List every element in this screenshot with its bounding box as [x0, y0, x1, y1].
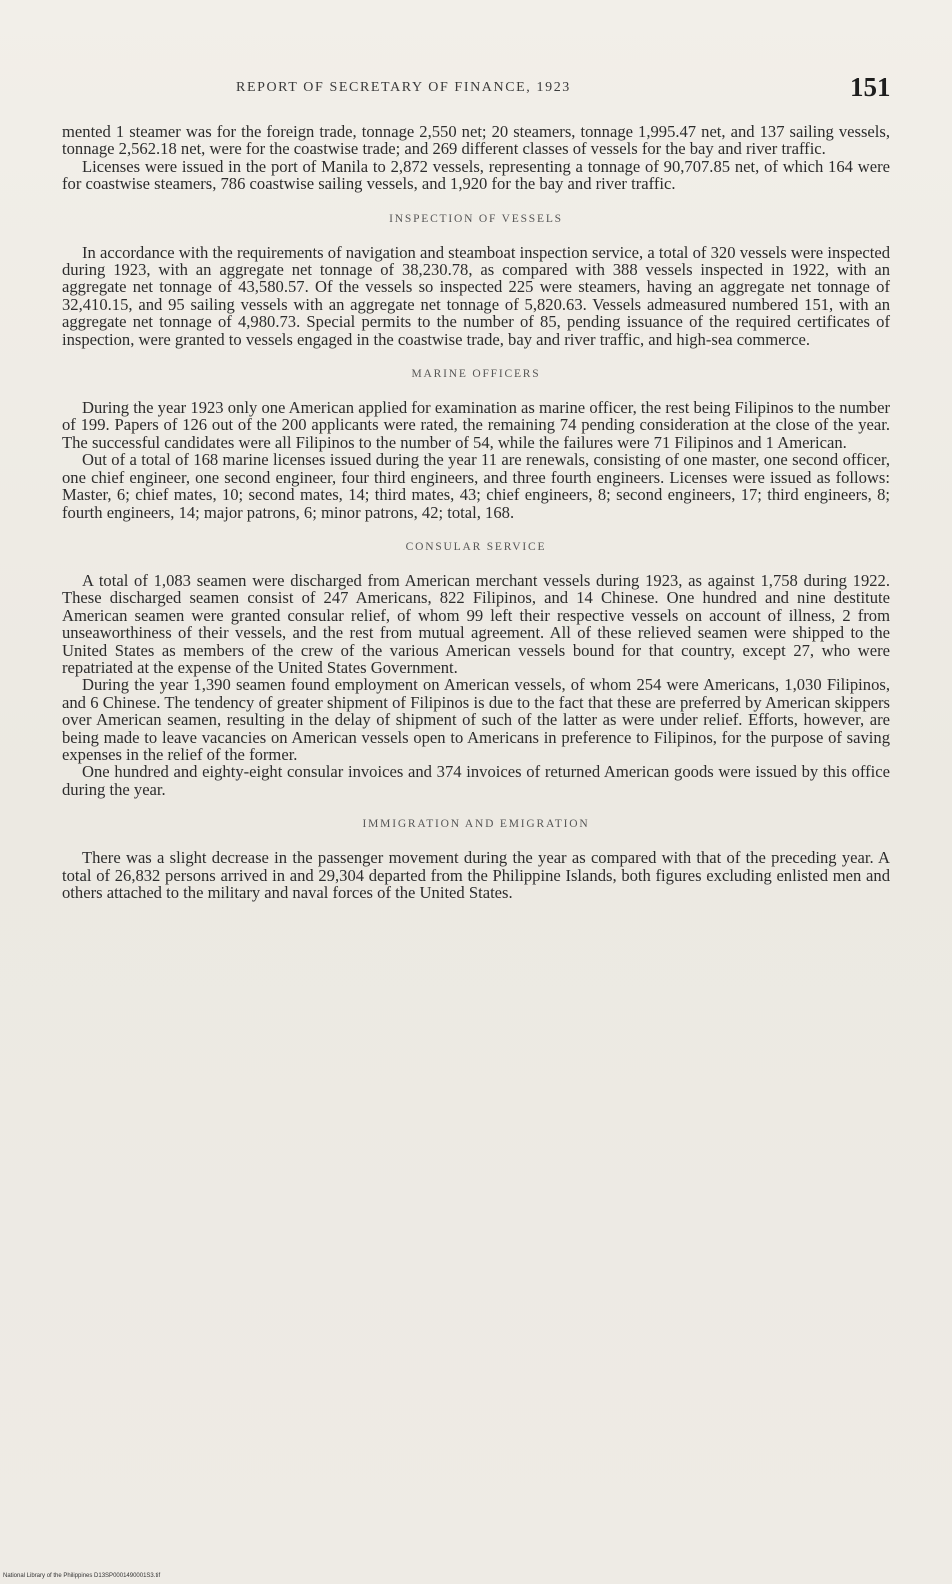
- heading-immigration-emigration: IMMIGRATION AND EMIGRATION: [362, 818, 590, 831]
- heading-inspection-of-vessels: INSPECTION OF VESSELS: [389, 212, 563, 225]
- scan-footer: National Library of the Philippines D13SP0001490001S3.tif: [3, 1573, 161, 1579]
- paragraph-vessels-cleared: mented 1 steamer was for the foreign trade, tonnage 2,550 net; 20 steamers, tonnage 1,995.47 net, and 137 sailing vessels, tonnage 2,562.18 net, were for the coastwise trade; and 269 different classes of vessels for the bay and river traffic.: [62, 122, 890, 159]
- paragraph-invoices: One hundred and eighty-eight consular invoices and 374 invoices of returned American goods were issued by this office during the year.: [62, 762, 890, 799]
- paragraph-marine-licenses: Out of a total of 168 marine licenses issued during the year 11 are renewals, consisting of one master, one second officer, one chief engineer, one second engineer, four third engineers, and three fourth engineers. Licenses were issued as follows: Master, 6; chief mates, 10; second mates, 14; third mates, 43; chief engineers, 8; second engineers, 17; third engineers, 8; fourth engineers, 14; major patrons, 6; minor patrons, 42; total, 168.: [62, 450, 890, 522]
- paragraph-inspection: In accordance with the requirements of navigation and steamboat inspection service, a total of 320 vessels were inspected during 1923, with an aggregate net tonnage of 38,230.78, as compared with 388 vessels inspected in 1922, with an aggregate net tonnage of 43,580.57. Of the vessels so inspected 225 were steamers, having an aggregate net tonnage of 32,410.15, and 95 sailing vessels with an aggregate net tonnage of 5,820.63. Vessels admeasured numbered 151, with an aggregate net tonnage of 4,980.73. Special permits to the number of 85, pending issuance of the required certificates of inspection, were granted to vessels engaged in the coastwise trade, bay and river traffic, and high-sea commerce.: [62, 242, 890, 349]
- page-number: 151: [850, 72, 891, 102]
- running-head: REPORT OF SECRETARY OF FINANCE, 1923: [236, 80, 571, 95]
- page-body: [62, 123, 890, 901]
- paragraph-passenger-movement: There was a slight decrease in the passenger movement during the year as compared with that of the preceding year. A total of 26,832 persons arrived in and 29,304 departed from the Philippine Islands, both figures excluding enlisted men and others attached to the military and naval forces of the United States.: [62, 848, 890, 902]
- page-header: [0, 72, 952, 112]
- paragraph-licenses: Licenses were issued in the port of Manila to 2,872 vessels, representing a tonnage of 90,707.85 net, of which 164 were for coastwise steamers, 786 coastwise sailing vessels, and 1,920 for the bay and river traffic.: [62, 156, 890, 194]
- paragraph-marine-examinations: During the year 1923 only one American applied for examination as marine officer, the rest being Filipinos to the number of 199. Papers of 126 out of the 200 applicants were rated, the remaining 74 pending consideration at the close of the year. The successful candidates were all Filipinos to the number of 54, while the failures were 71 Filipinos and 1 American.: [62, 398, 890, 452]
- heading-marine-officers: MARINE OFFICERS: [411, 368, 541, 381]
- paragraph-seamen-employment: During the year 1,390 seamen found employment on American vessels, of whom 254 were Americans, 1,030 Filipinos, and 6 Chinese. The tendency of greater shipment of Filipinos is due to the fact that these are preferred by American skippers over American seamen, resulting in the delay of shipment of such of the latter as were under relief. Efforts, however, are being made to leave vacancies on American vessels open to Americans in preference to Filipinos, for the purpose of saving expenses in the relief of the former.: [62, 675, 890, 764]
- heading-consular-service: CONSULAR SERVICE: [405, 540, 547, 553]
- paragraph-seamen-discharged: A total of 1,083 seamen were discharged from American merchant vessels during 1923, as against 1,758 during 1922. These discharged seamen consist of 247 Americans, 822 Filipinos, and 14 Chinese. One hundred and nine destitute American seamen were granted consular relief, of whom 99 left their respective vessels on account of illness, 2 from unseaworthiness of their vessels, and the rest from mutual agreement. All of these relieved seamen were shipped to the United States as members of the crew of the various American vessels bound for that country, except 27, who were repatriated at the expense of the United States Government.: [62, 570, 890, 677]
